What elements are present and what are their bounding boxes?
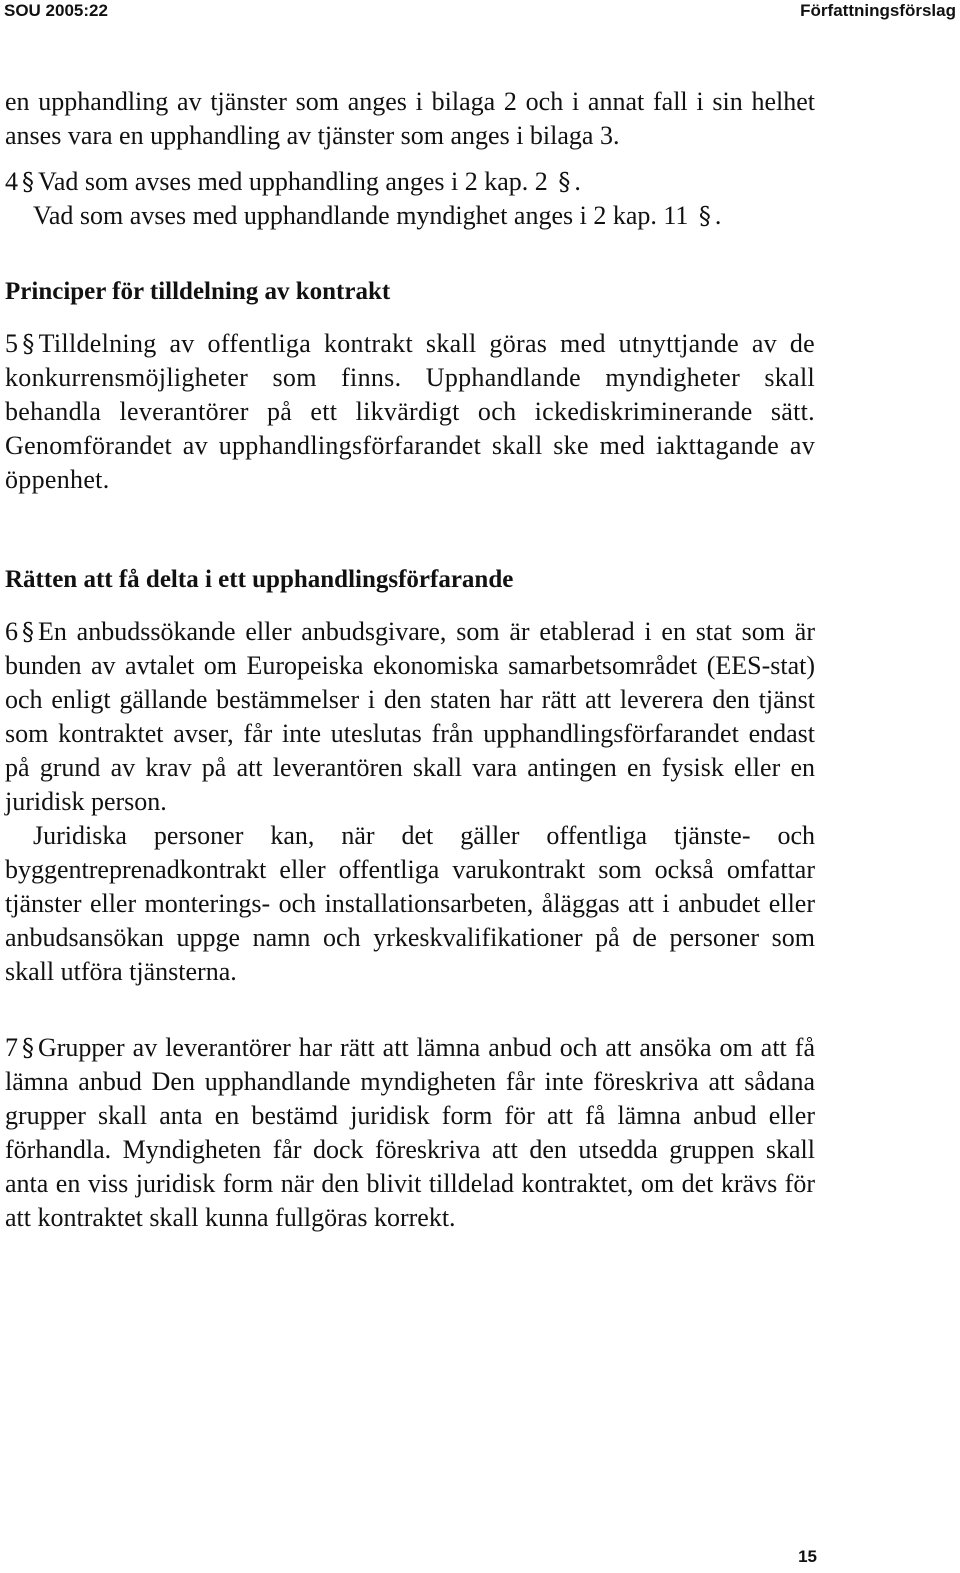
section-5-text: Tilldelning av offentliga kontrakt skall göras med utnyttjande av de konkurrensmöjligheter som finns. Upphandlande myndigheter skall behandla leverantörer på ett likvärdigt och ickediskriminerande sätt. Genomförandet av upphandlingsförfarandet skall ske med iakttagande av öppenhet. — [5, 329, 815, 494]
page-number: 15 — [798, 1547, 817, 1566]
section-7 — [5, 1031, 815, 1235]
heading-principles: Principer för tilldelning av kontrakt — [5, 278, 391, 305]
section-number: 7 — [5, 1033, 18, 1062]
section-7-text: Grupper av leverantörer har rätt att lämna anbud och att ansöka om att få lämna anbud Den upphandlande myndigheten får inte föreskriva att sådana grupper skall anta en bestämd juridisk form för att få lämna anbud eller förhandla. Myndigheten får dock föreskriva att den utsedda gruppen skall anta en viss juridisk form när den blivit tilldelad kontraktet, om det krävs för att kontraktet skall kunna fullgöras korrekt. — [5, 1033, 815, 1232]
section-6 — [5, 615, 815, 819]
section-6-text: En anbudssökande eller anbudsgivare, som är etablerad i en stat som är bunden av avtalet om Europeiska ekonomiska samarbetsområdet (EES-stat) och enligt gällande bestämmelser i den staten har rätt att leverera den tjänst som kontraktet avser, får inte uteslutas från upphandlingsförfarandet endast på grund av krav på att leverantören skall vara antingen en fysisk eller en juridisk person. — [5, 617, 815, 816]
paragraph-continuation: en upphandling av tjänster som anges i bilaga 2 och i annat fall i sin helhet anses vara en upphandling av tjänster som anges i bilaga 3. — [5, 87, 815, 150]
section-number: 5 — [5, 329, 19, 358]
section-4-line-1: 4 § Vad som avses med upphandling anges i 2 kap. 2 § . — [5, 167, 581, 196]
section-sign-icon: § — [22, 1034, 34, 1062]
section-sign-icon: § — [558, 168, 571, 196]
section-sign-icon: § — [22, 168, 34, 196]
section-5 — [5, 327, 815, 497]
running-header — [0, 0, 960, 24]
section-number: 4 — [5, 167, 18, 196]
section-number: 6 — [5, 617, 18, 646]
section-4-line-2: Vad som avses med upphandlande myndighet anges i 2 kap. 11 § . — [33, 201, 722, 230]
document-body — [5, 85, 815, 1235]
section-4-text-2: Vad som avses med upphandlande myndighet anges i 2 kap. 11 — [33, 201, 689, 230]
section-6-paragraph-2: Juridiska personer kan, när det gäller offentliga tjänste- och byggentreprenadkontrakt eller offentliga varukontrakt som också omfattar tjänster eller monterings- och installationsarbeten, åläggas att i anbudet eller anbudsansökan uppge namn och yrkeskvalifikationer på de personer som skall utföra tjänsterna. — [5, 821, 815, 986]
section-sign-icon: § — [698, 202, 711, 230]
document-id: SOU 2005:22 — [4, 1, 108, 20]
section-sign-icon: § — [22, 618, 34, 646]
heading-right-to-participate: Rätten att få delta i ett upphandlingsförfarande — [5, 566, 514, 593]
section-sign-icon: § — [22, 330, 35, 358]
section-4-text: Vad som avses med upphandling anges i 2 kap. 2 — [38, 167, 548, 196]
section-title: Författningsförslag — [800, 1, 956, 20]
